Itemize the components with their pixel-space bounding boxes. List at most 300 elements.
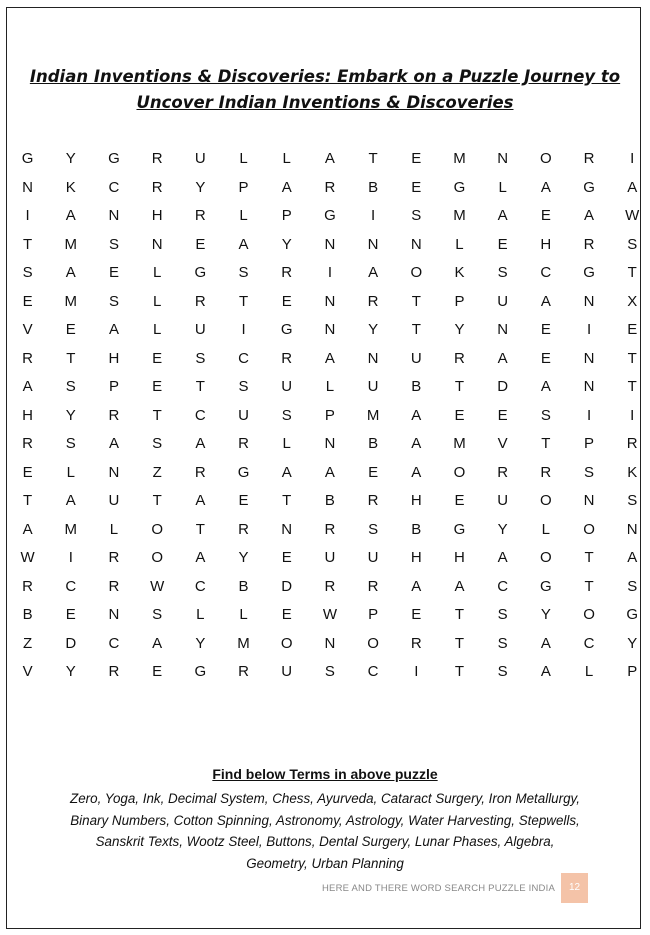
grid-letter: S [152, 435, 163, 452]
grid-letter: N [324, 292, 336, 310]
grid-letter: U [497, 292, 509, 310]
grid-letter: C [194, 577, 206, 595]
grid-letter: M [64, 292, 78, 310]
grid-letter: N [583, 492, 595, 509]
grid-letter: A [22, 378, 33, 395]
grid-letter: P [584, 435, 595, 452]
grid-letter: R [497, 463, 509, 481]
grid-letter: S [497, 663, 508, 680]
grid-letter: R [281, 349, 293, 367]
grid-letter: S [65, 435, 76, 452]
grid-letter: A [368, 264, 379, 281]
grid-letter: Y [627, 634, 638, 652]
grid-letter: T [454, 606, 465, 623]
grid-letter: O [151, 549, 163, 566]
grid-letter: U [238, 406, 249, 424]
grid-letter: R [281, 264, 293, 281]
grid-letter: G [21, 150, 34, 167]
grid-letter: D [497, 378, 509, 395]
grid-letter: E [627, 321, 638, 338]
grid-letter: T [195, 378, 205, 395]
grid-letter: T [584, 577, 594, 595]
grid-letter: A [627, 549, 638, 566]
grid-letter: C [108, 178, 120, 196]
grid-letter: L [239, 150, 248, 167]
grid-letter: R [367, 492, 379, 509]
grid-letter: C [194, 406, 206, 424]
grid-row [6, 231, 642, 260]
grid-letter: M [453, 435, 466, 452]
grid-letter: C [238, 349, 249, 367]
grid-letter: N [108, 207, 120, 224]
grid-letter: P [454, 292, 465, 310]
grid-letter: C [540, 264, 552, 281]
grid-letter: M [366, 406, 380, 424]
grid-row [6, 373, 642, 402]
grid-letter: Z [152, 463, 162, 481]
grid-letter: A [497, 349, 508, 367]
grid-letter: V [497, 435, 508, 452]
grid-letter: C [367, 663, 379, 680]
grid-letter: G [108, 150, 120, 167]
grid-letter: A [497, 207, 508, 224]
grid-letter: R [108, 577, 120, 595]
grid-letter: L [541, 520, 551, 538]
grid-letter: Y [368, 321, 379, 338]
grid-row [6, 516, 642, 545]
grid-row [6, 402, 642, 431]
grid-letter: E [281, 292, 292, 310]
grid-letter: H [151, 207, 163, 224]
grid-letter: L [584, 663, 594, 680]
grid-letter: E [540, 321, 551, 338]
grid-letter: A [540, 178, 551, 196]
grid-letter: T [23, 492, 33, 509]
grid-letter: T [627, 378, 637, 395]
grid-letter: S [65, 378, 76, 395]
grid-letter: C [497, 577, 509, 595]
grid-letter: S [497, 606, 508, 623]
grid-letter: S [238, 264, 249, 281]
grid-letter: A [324, 150, 335, 167]
grid-letter: K [65, 178, 76, 196]
grid-letter: V [22, 663, 33, 680]
grid-letter: U [281, 378, 293, 395]
grid-letter: W [20, 549, 35, 566]
grid-letter: O [367, 634, 379, 652]
find-terms-heading: Find below Terms in above puzzle [212, 766, 438, 782]
grid-letter: S [22, 264, 33, 281]
grid-row [6, 573, 642, 602]
grid-letter: R [238, 520, 249, 538]
grid-letter: C [108, 634, 120, 652]
grid-letter: E [108, 264, 119, 281]
grid-letter: I [630, 406, 635, 424]
grid-letter: L [498, 178, 507, 196]
grid-letter: R [540, 463, 552, 481]
grid-letter: M [453, 207, 466, 224]
grid-row [6, 544, 642, 573]
grid-letter: I [241, 321, 246, 338]
grid-letter: Y [281, 235, 292, 253]
grid-row [6, 288, 642, 317]
grid-letter: E [454, 492, 465, 509]
grid-letter: E [152, 663, 163, 680]
grid-letter: X [627, 292, 638, 310]
grid-letter: A [195, 492, 206, 509]
grid-letter: B [238, 577, 249, 595]
grid-row [6, 430, 642, 459]
grid-letter: E [238, 492, 249, 509]
grid-letter: L [152, 292, 162, 310]
grid-letter: G [194, 663, 207, 680]
grid-letter: R [367, 577, 379, 595]
grid-letter: E [22, 463, 33, 481]
grid-letter: U [108, 492, 120, 509]
grid-letter: B [324, 492, 335, 509]
grid-letter: N [367, 349, 379, 367]
grid-letter: N [281, 520, 293, 538]
grid-row [6, 459, 642, 488]
grid-letter: S [324, 663, 335, 680]
grid-letter: N [324, 435, 336, 452]
grid-letter: I [371, 207, 376, 224]
grid-letter: A [627, 178, 638, 196]
grid-letter: P [324, 406, 335, 424]
grid-row [6, 202, 642, 231]
grid-letter: A [108, 321, 119, 338]
word-search-grid [6, 145, 642, 687]
grid-letter: R [151, 150, 163, 167]
grid-letter: N [22, 178, 34, 196]
grid-letter: E [411, 178, 422, 196]
grid-letter: D [281, 577, 293, 595]
grid-letter: C [583, 634, 595, 652]
grid-letter: I [68, 549, 73, 566]
grid-letter: S [627, 235, 638, 253]
grid-letter: E [152, 378, 163, 395]
grid-letter: R [238, 663, 249, 680]
grid-letter: O [453, 463, 466, 481]
grid-row [6, 345, 642, 374]
grid-letter: Y [540, 606, 551, 623]
grid-letter: T [152, 492, 162, 509]
grid-letter: A [324, 463, 335, 481]
grid-letter: R [108, 549, 120, 566]
grid-letter: E [152, 349, 163, 367]
grid-letter: Y [65, 150, 76, 167]
grid-letter: B [22, 606, 33, 623]
grid-letter: A [411, 435, 422, 452]
grid-letter: L [196, 606, 205, 623]
grid-letter: E [195, 235, 206, 253]
grid-letter: N [497, 321, 509, 338]
grid-letter: U [194, 150, 206, 167]
grid-row [6, 487, 642, 516]
grid-letter: T [66, 349, 76, 367]
grid-row [6, 259, 642, 288]
grid-letter: R [151, 178, 163, 196]
grid-letter: A [454, 577, 465, 595]
grid-letter: T [195, 520, 205, 538]
grid-letter: A [238, 235, 249, 253]
grid-letter: T [584, 549, 594, 566]
grid-letter: R [324, 520, 336, 538]
grid-letter: E [540, 349, 551, 367]
grid-letter: R [324, 178, 336, 196]
grid-letter: U [367, 549, 379, 566]
grid-letter: R [583, 150, 595, 167]
grid-letter: L [152, 321, 162, 338]
grid-letter: T [541, 435, 551, 452]
grid-letter: R [324, 577, 336, 595]
grid-row [6, 630, 642, 659]
grid-letter: G [583, 178, 595, 196]
grid-letter: A [108, 435, 119, 452]
grid-letter: R [238, 435, 249, 452]
grid-letter: Y [65, 663, 76, 680]
grid-letter: N [324, 235, 336, 253]
grid-letter: O [583, 520, 595, 538]
grid-letter: N [583, 378, 595, 395]
grid-letter: L [109, 520, 119, 538]
grid-letter: N [151, 235, 163, 253]
grid-letter: A [281, 463, 292, 481]
grid-letter: A [584, 207, 595, 224]
grid-letter: U [281, 663, 293, 680]
grid-letter: S [108, 235, 119, 253]
grid-letter: T [152, 406, 162, 424]
grid-letter: M [453, 150, 466, 167]
grid-letter: L [66, 463, 75, 481]
grid-letter: Y [454, 321, 465, 338]
grid-letter: T [454, 634, 465, 652]
grid-letter: P [238, 178, 249, 196]
grid-letter: A [540, 663, 551, 680]
grid-letter: O [540, 492, 552, 509]
grid-letter: H [108, 349, 120, 367]
grid-letter: E [281, 606, 292, 623]
grid-letter: E [65, 321, 76, 338]
grid-letter: S [497, 264, 508, 281]
grid-letter: A [195, 435, 206, 452]
grid-letter: T [411, 321, 421, 338]
grid-letter: E [65, 606, 76, 623]
grid-letter: A [281, 178, 292, 196]
grid-letter: A [497, 549, 508, 566]
grid-letter: P [627, 663, 638, 680]
grid-letter: A [65, 207, 76, 224]
grid-letter: E [454, 406, 465, 424]
grid-letter: G [194, 264, 207, 281]
grid-letter: R [583, 235, 595, 253]
grid-letter: S [627, 492, 638, 509]
grid-letter: T [238, 292, 249, 310]
grid-letter: A [65, 264, 76, 281]
grid-letter: R [194, 292, 206, 310]
grid-letter: D [65, 634, 77, 652]
grid-letter: N [410, 235, 422, 253]
grid-letter: U [367, 378, 379, 395]
grid-row [6, 658, 642, 687]
grid-letter: O [410, 264, 423, 281]
grid-letter: E [22, 292, 33, 310]
grid-letter: I [586, 406, 592, 424]
grid-letter: Y [65, 406, 76, 424]
grid-letter: S [411, 207, 422, 224]
grid-letter: R [108, 663, 120, 680]
grid-row [6, 316, 642, 345]
grid-letter: Z [23, 634, 33, 652]
grid-letter: I [586, 321, 592, 338]
grid-letter: G [540, 577, 552, 595]
grid-letter: N [324, 634, 336, 652]
grid-letter: S [540, 406, 551, 424]
grid-letter: A [324, 349, 335, 367]
grid-letter: R [22, 577, 34, 595]
grid-letter: U [410, 349, 422, 367]
grid-letter: B [411, 378, 422, 395]
grid-letter: A [540, 378, 551, 395]
grid-letter: T [454, 663, 465, 680]
grid-letter: N [324, 321, 336, 338]
grid-letter: P [281, 207, 292, 224]
page-number-badge: 12 [561, 873, 588, 903]
grid-row [6, 145, 642, 174]
grid-letter: N [497, 150, 509, 167]
grid-letter: L [455, 235, 464, 253]
grid-letter: P [108, 378, 119, 395]
grid-letter: N [583, 292, 595, 310]
grid-letter: H [410, 492, 422, 509]
grid-letter: S [108, 292, 119, 310]
grid-letter: W [322, 606, 337, 623]
grid-letter: S [497, 634, 508, 652]
grid-letter: G [453, 178, 466, 196]
grid-letter: G [324, 207, 336, 224]
grid-letter: N [583, 349, 595, 367]
grid-row [6, 174, 642, 203]
grid-letter: T [411, 292, 421, 310]
grid-letter: I [25, 207, 30, 224]
grid-letter: A [540, 292, 551, 310]
grid-letter: U [497, 492, 509, 509]
grid-letter: E [368, 463, 379, 481]
grid-letter: L [239, 207, 248, 224]
grid-letter: S [368, 520, 379, 538]
grid-letter: C [65, 577, 77, 595]
grid-letter: S [152, 606, 163, 623]
grid-letter: N [626, 520, 638, 538]
grid-letter: G [237, 463, 250, 481]
grid-letter: P [368, 606, 379, 623]
grid-letter: A [65, 492, 76, 509]
grid-letter: T [368, 150, 378, 167]
grid-letter: T [454, 378, 465, 395]
grid-letter: U [194, 321, 206, 338]
grid-letter: E [540, 207, 551, 224]
grid-letter: A [411, 577, 422, 595]
grid-letter: O [540, 150, 552, 167]
grid-letter: Y [497, 520, 508, 538]
grid-letter: S [281, 406, 292, 424]
grid-letter: N [108, 463, 120, 481]
grid-letter: R [108, 406, 120, 424]
grid-letter: H [540, 235, 552, 253]
grid-letter: R [410, 634, 422, 652]
grid-letter: G [626, 606, 639, 623]
grid-letter: A [195, 549, 206, 566]
grid-letter: V [22, 321, 33, 338]
grid-letter: S [195, 349, 206, 367]
grid-letter: B [411, 520, 422, 538]
grid-letter: E [411, 606, 422, 623]
grid-letter: R [194, 207, 206, 224]
page-title: Indian Inventions & Discoveries: Embark on a Puzzle Journey to Uncover Indian Inventions & Discoveries [29, 67, 621, 112]
grid-letter: G [280, 321, 293, 338]
grid-letter: A [411, 406, 422, 424]
grid-letter: Y [195, 634, 206, 652]
grid-letter: W [150, 577, 165, 595]
grid-letter: T [282, 492, 292, 509]
grid-letter: R [194, 463, 206, 481]
grid-letter: A [152, 634, 163, 652]
grid-letter: B [368, 435, 379, 452]
grid-letter: T [23, 235, 33, 253]
grid-letter: L [282, 435, 291, 452]
grid-letter: I [327, 264, 332, 281]
grid-letter: S [238, 378, 249, 395]
grid-letter: O [583, 606, 595, 623]
grid-letter: M [237, 634, 250, 652]
grid-letter: L [152, 264, 162, 281]
grid-letter: E [281, 549, 292, 566]
grid-letter: E [497, 235, 508, 253]
grid-letter: M [64, 520, 78, 538]
grid-letter: R [22, 349, 34, 367]
grid-letter: B [368, 178, 379, 196]
grid-letter: E [497, 406, 508, 424]
grid-letter: A [540, 634, 551, 652]
grid-letter: H [410, 549, 422, 566]
grid-letter: I [630, 150, 635, 167]
terms-list: Zero, Yoga, Ink, Decimal System, Chess, Ayurveda, Cataract Surgery, Iron Metallurgy, Binary Numbers, Cotton Spinning, Astronomy, Astrology, Water Harvesting, Stepwells, Sanskrit Texts, Wootz Steel, Buttons, Dental Surgery, Lunar Phases, Algebra, Geometry, Urban Planning [70, 791, 580, 871]
grid-letter: L [325, 378, 335, 395]
grid-letter: G [583, 264, 595, 281]
grid-letter: N [367, 235, 379, 253]
grid-letter: O [151, 520, 163, 538]
grid-letter: H [22, 406, 34, 424]
grid-letter: L [239, 606, 248, 623]
grid-letter: H [454, 549, 465, 566]
grid-letter: Y [238, 549, 249, 566]
grid-letter: W [625, 207, 640, 224]
grid-letter: A [22, 520, 33, 538]
grid-row [6, 601, 642, 630]
grid-letter: U [324, 549, 336, 566]
grid-letter: S [627, 577, 638, 595]
grid-letter: R [367, 292, 379, 310]
grid-letter: Y [195, 178, 206, 196]
grid-letter: O [280, 634, 293, 652]
grid-letter: S [584, 463, 595, 481]
grid-letter: K [627, 463, 638, 481]
grid-letter: R [22, 435, 34, 452]
grid-letter: E [411, 150, 422, 167]
grid-letter: A [411, 463, 422, 481]
grid-letter: I [414, 663, 419, 680]
footer-title: HERE AND THERE WORD SEARCH PUZZLE INDIA [321, 883, 555, 894]
